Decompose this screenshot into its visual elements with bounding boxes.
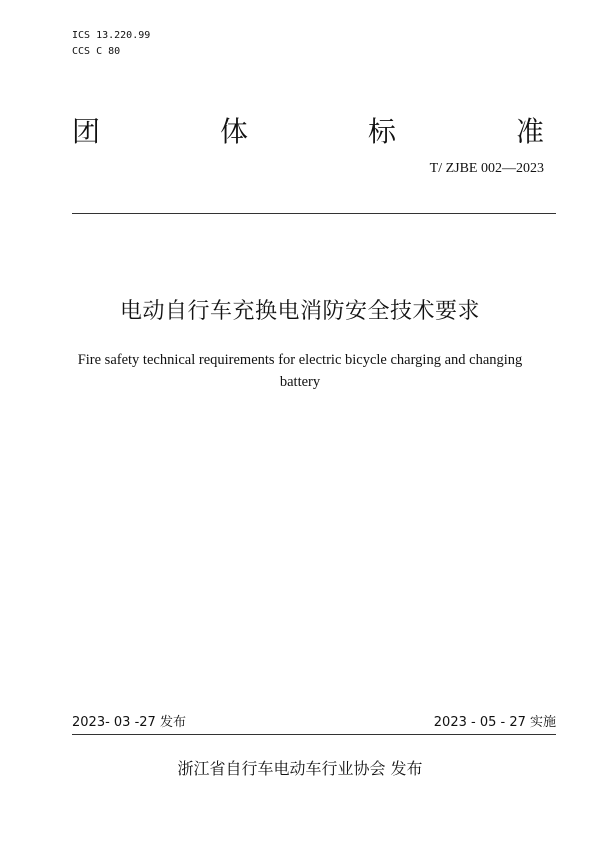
doc-type-char: 团 xyxy=(72,115,101,148)
doc-type-char: 准 xyxy=(515,115,544,148)
ics-code: ICS 13.220.99 xyxy=(72,30,151,41)
top-divider xyxy=(72,213,556,214)
standard-number: T/ ZJBE 002—2023 xyxy=(429,161,544,176)
doc-type-char: 体 xyxy=(219,115,248,148)
issue-date: 2023- 03 -27 发布 xyxy=(72,715,186,730)
bottom-divider xyxy=(72,734,556,735)
english-title-line-1: Fire safety technical requirements for electric bicycle charging and changing xyxy=(77,352,523,368)
doc-type-char: 标 xyxy=(367,115,396,148)
chinese-title: 电动自行车充换电消防安全技术要求 xyxy=(119,299,480,324)
document-type-heading xyxy=(72,116,544,148)
implementation-date: 2023 - 05 - 27 实施 xyxy=(433,715,556,730)
english-title xyxy=(60,349,540,393)
english-title-line-2: battery xyxy=(279,374,321,390)
publisher: 浙江省自行车电动车行业协会 发布 xyxy=(177,759,423,778)
ccs-code: CCS C 80 xyxy=(72,46,121,57)
